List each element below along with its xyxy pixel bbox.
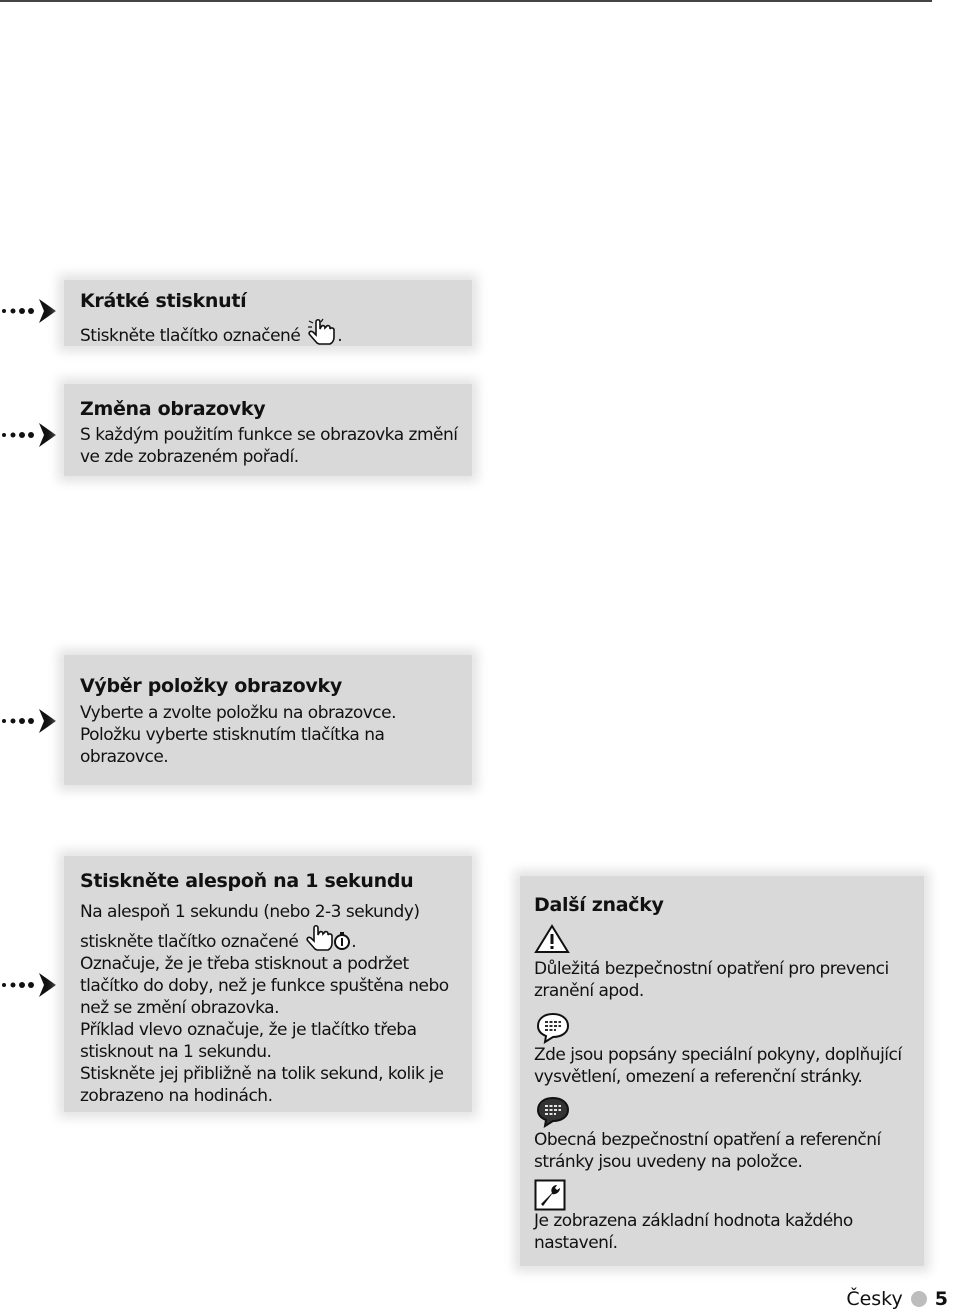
finger-press-icon — [305, 317, 337, 347]
text-line: tlačítko do doby, než je funkce spuštěna nebo — [80, 976, 449, 996]
text-line: Vyberte a zvolte položku na obrazovce. — [80, 703, 396, 723]
footer-dot-icon — [911, 1291, 927, 1307]
note-bubble-icon — [534, 1012, 572, 1044]
text-line: . — [337, 326, 343, 346]
top-rule — [0, 0, 932, 2]
section-title: Výběr položky obrazovky — [80, 675, 342, 697]
text-line: Položku vyberte stisknutím tlačítka na — [80, 725, 385, 745]
dotted-arrow-icon — [0, 970, 62, 1000]
section-title: Stiskněte alespoň na 1 sekundu — [80, 870, 414, 892]
text-line: stiskněte tlačítko označené — [80, 932, 304, 952]
text-line: Stiskněte jej přibližně na tolik sekund, kolik je — [80, 1064, 444, 1084]
section-text — [80, 424, 457, 468]
page-number: 5 — [934, 1288, 948, 1310]
section-select-item — [64, 655, 472, 785]
section-short-press — [64, 280, 472, 346]
caution-bubble-icon — [534, 1096, 572, 1128]
dotted-arrow-icon — [0, 420, 62, 450]
text-line: ve zde zobrazeném pořadí. — [80, 447, 299, 467]
text-line: . — [351, 932, 357, 952]
text-line: vysvětlení, omezení a referenční stránky. — [534, 1067, 863, 1087]
text-line: Příklad vlevo označuje, že je tlačítko třeba — [80, 1020, 417, 1040]
dotted-arrow-icon — [0, 296, 62, 326]
text-line: Je zobrazena základní hodnota každého — [534, 1211, 853, 1231]
text-line: než se změní obrazovka. — [80, 998, 279, 1018]
other-symbols-title: Další značky — [534, 894, 664, 916]
section-title: Změna obrazovky — [80, 398, 266, 420]
section-text — [80, 901, 449, 1107]
text-line: obrazovce. — [80, 747, 169, 767]
text-line: Označuje, že je třeba stisknout a podržet — [80, 954, 409, 974]
text-line: stisknout na 1 sekundu. — [80, 1042, 272, 1062]
symbol-description — [534, 958, 914, 1002]
dotted-arrow-icon — [0, 706, 62, 736]
text-line: Na alespoň 1 sekundu (nebo 2-3 sekundy) — [80, 902, 420, 922]
symbol-description — [534, 1129, 914, 1173]
warning-triangle-icon — [534, 924, 570, 954]
text-line: Obecná bezpečnostní opatření a referenční — [534, 1130, 881, 1150]
text-line: S každým použitím funkce se obrazovka změní — [80, 425, 458, 445]
section-text — [80, 317, 342, 347]
section-text — [80, 702, 396, 768]
text-line: zobrazeno na hodinách. — [80, 1086, 273, 1106]
section-long-press — [64, 856, 472, 1112]
text-line: stránky jsou uvedeny na položce. — [534, 1152, 803, 1172]
symbol-description — [534, 1044, 914, 1088]
wrench-icon — [534, 1179, 566, 1211]
text-line: nastavení. — [534, 1233, 618, 1253]
section-title: Krátké stisknutí — [80, 290, 247, 312]
other-symbols-box — [520, 876, 924, 1266]
text-line: zranění apod. — [534, 981, 644, 1001]
footer-language: Česky — [846, 1288, 903, 1310]
symbol-description — [534, 1210, 914, 1254]
text-line: Stiskněte tlačítko označené — [80, 326, 306, 346]
text-line: Důležitá bezpečnostní opatření pro prevenci — [534, 959, 889, 979]
finger-hold-timer-icon — [303, 923, 351, 953]
text-line: Zde jsou popsány speciální pokyny, doplňující — [534, 1045, 902, 1065]
page-footer — [846, 1288, 948, 1310]
section-screen-change — [64, 384, 472, 476]
